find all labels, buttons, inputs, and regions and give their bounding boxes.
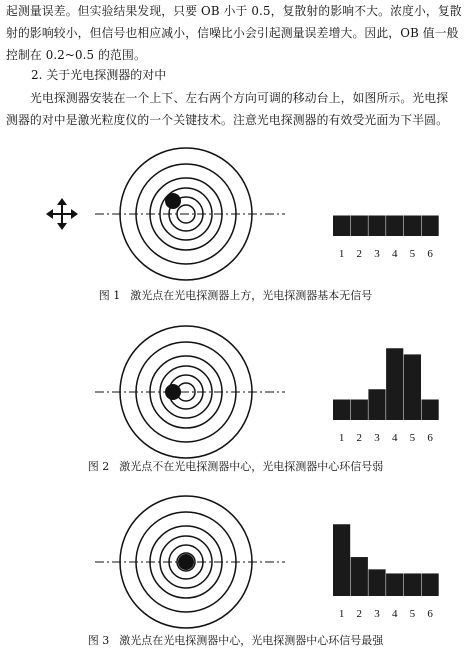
figure-1-diagram [0, 160, 471, 272]
figure-2-tick-label-6: 6 [427, 432, 433, 444]
move-arrow-right-icon [71, 209, 78, 219]
figure-3-caption [0, 633, 471, 649]
figure-3-tick-label-2: 2 [356, 608, 363, 620]
intro-line-2: 射的影响较小，但信号也相应减小，信噪比小会引起测量误差增大。因此，OB 值一般 [6, 26, 459, 40]
figure-2-tick-label-3: 3 [374, 432, 380, 444]
figure-1-bar-2 [351, 216, 368, 237]
figure-3-tick-label-6: 6 [427, 608, 433, 620]
figure-1-caption [0, 288, 471, 304]
figure-1-tick-label-2: 2 [356, 248, 363, 260]
figure-1-tick-label-1: 1 [338, 248, 345, 260]
figure-1-tick-label-5: 5 [409, 248, 416, 260]
figure-3-number: 图 3 [87, 634, 110, 647]
figure-3-tick-label-3: 3 [374, 608, 380, 620]
figure-1-bar-4 [386, 216, 403, 237]
figure-1-tick-label-6: 6 [427, 248, 433, 260]
figure-3-bar-4 [386, 573, 403, 596]
figure-1-bar-6 [422, 216, 439, 237]
figure-3-bar-1 [333, 524, 350, 596]
figure-2-bar-2 [351, 400, 368, 421]
figure-2-diagram [0, 326, 471, 446]
figure-3-bar-6 [422, 573, 439, 596]
figure-2-laser-spot [165, 384, 181, 400]
figure-3-tick-label-5: 5 [409, 608, 416, 620]
figure-1-laser-spot [165, 193, 181, 209]
figure-1-tick-label-4: 4 [391, 248, 398, 260]
section-heading: 2. 关于光电探测器的对中 [31, 68, 167, 82]
intro-paragraph [6, 0, 464, 66]
figure-1-bar-5 [404, 216, 421, 237]
figure-1-bar-1 [333, 216, 350, 237]
figure-2-bar-5 [404, 354, 421, 420]
intro-line-3: 控制在 0.2~0.5 的范围。 [6, 48, 146, 62]
figure-2-bar-1 [333, 400, 350, 421]
move-arrow-up-icon [57, 198, 67, 205]
figure-2-caption [0, 459, 471, 475]
detector-paragraph [6, 87, 464, 131]
move-arrow-left-icon [46, 209, 53, 219]
figure-3-laser-spot [178, 554, 194, 570]
figure-2-tick-label-4: 4 [391, 432, 398, 444]
figure-2-bar-3 [368, 389, 385, 420]
figure-3-bar-3 [368, 569, 385, 596]
detector-line-2: 测器的对中是激光粒度仪的一个关键技术。注意光电探测器的有效受光面为下半圆。 [6, 113, 449, 127]
figure-2-tick-label-2: 2 [356, 432, 363, 444]
figure-1-number: 图 1 [98, 289, 121, 302]
figure-3-diagram [0, 498, 471, 620]
detector-line-1: 光电探测器安装在一个上下、左右两个方向可调的移动台上，如图所示。光电探 [30, 91, 449, 105]
figure-3-bar-2 [351, 557, 368, 596]
figure-2-bar-4 [386, 348, 403, 420]
figure-3-tick-label-1: 1 [338, 608, 345, 620]
figure-3-tick-label-4: 4 [391, 608, 398, 620]
figure-2-caption-text: 激光点不在光电探测器中心，光电探测器中心环信号弱 [119, 460, 384, 473]
figure-1-caption-text: 激光点在光电探测器上方，光电探测器基本无信号 [130, 289, 373, 302]
move-arrow-down-icon [57, 223, 67, 230]
figure-1-tick-label-3: 3 [374, 248, 380, 260]
figure-2-tick-label-1: 1 [338, 432, 345, 444]
figure-3-caption-text: 激光点在光电探测器中心，光电探测器中心环信号最强 [119, 634, 384, 647]
figure-2-number: 图 2 [87, 460, 110, 473]
figure-3-bar-5 [404, 573, 421, 596]
figure-2-bar-6 [422, 400, 439, 421]
intro-line-1: 起测量误差。但实验结果发现，只要 OB 小于 0.5，复散射的影响不大。浓度小，复散 [6, 4, 462, 18]
figure-1-bar-3 [368, 216, 385, 237]
figure-2-tick-label-5: 5 [409, 432, 416, 444]
